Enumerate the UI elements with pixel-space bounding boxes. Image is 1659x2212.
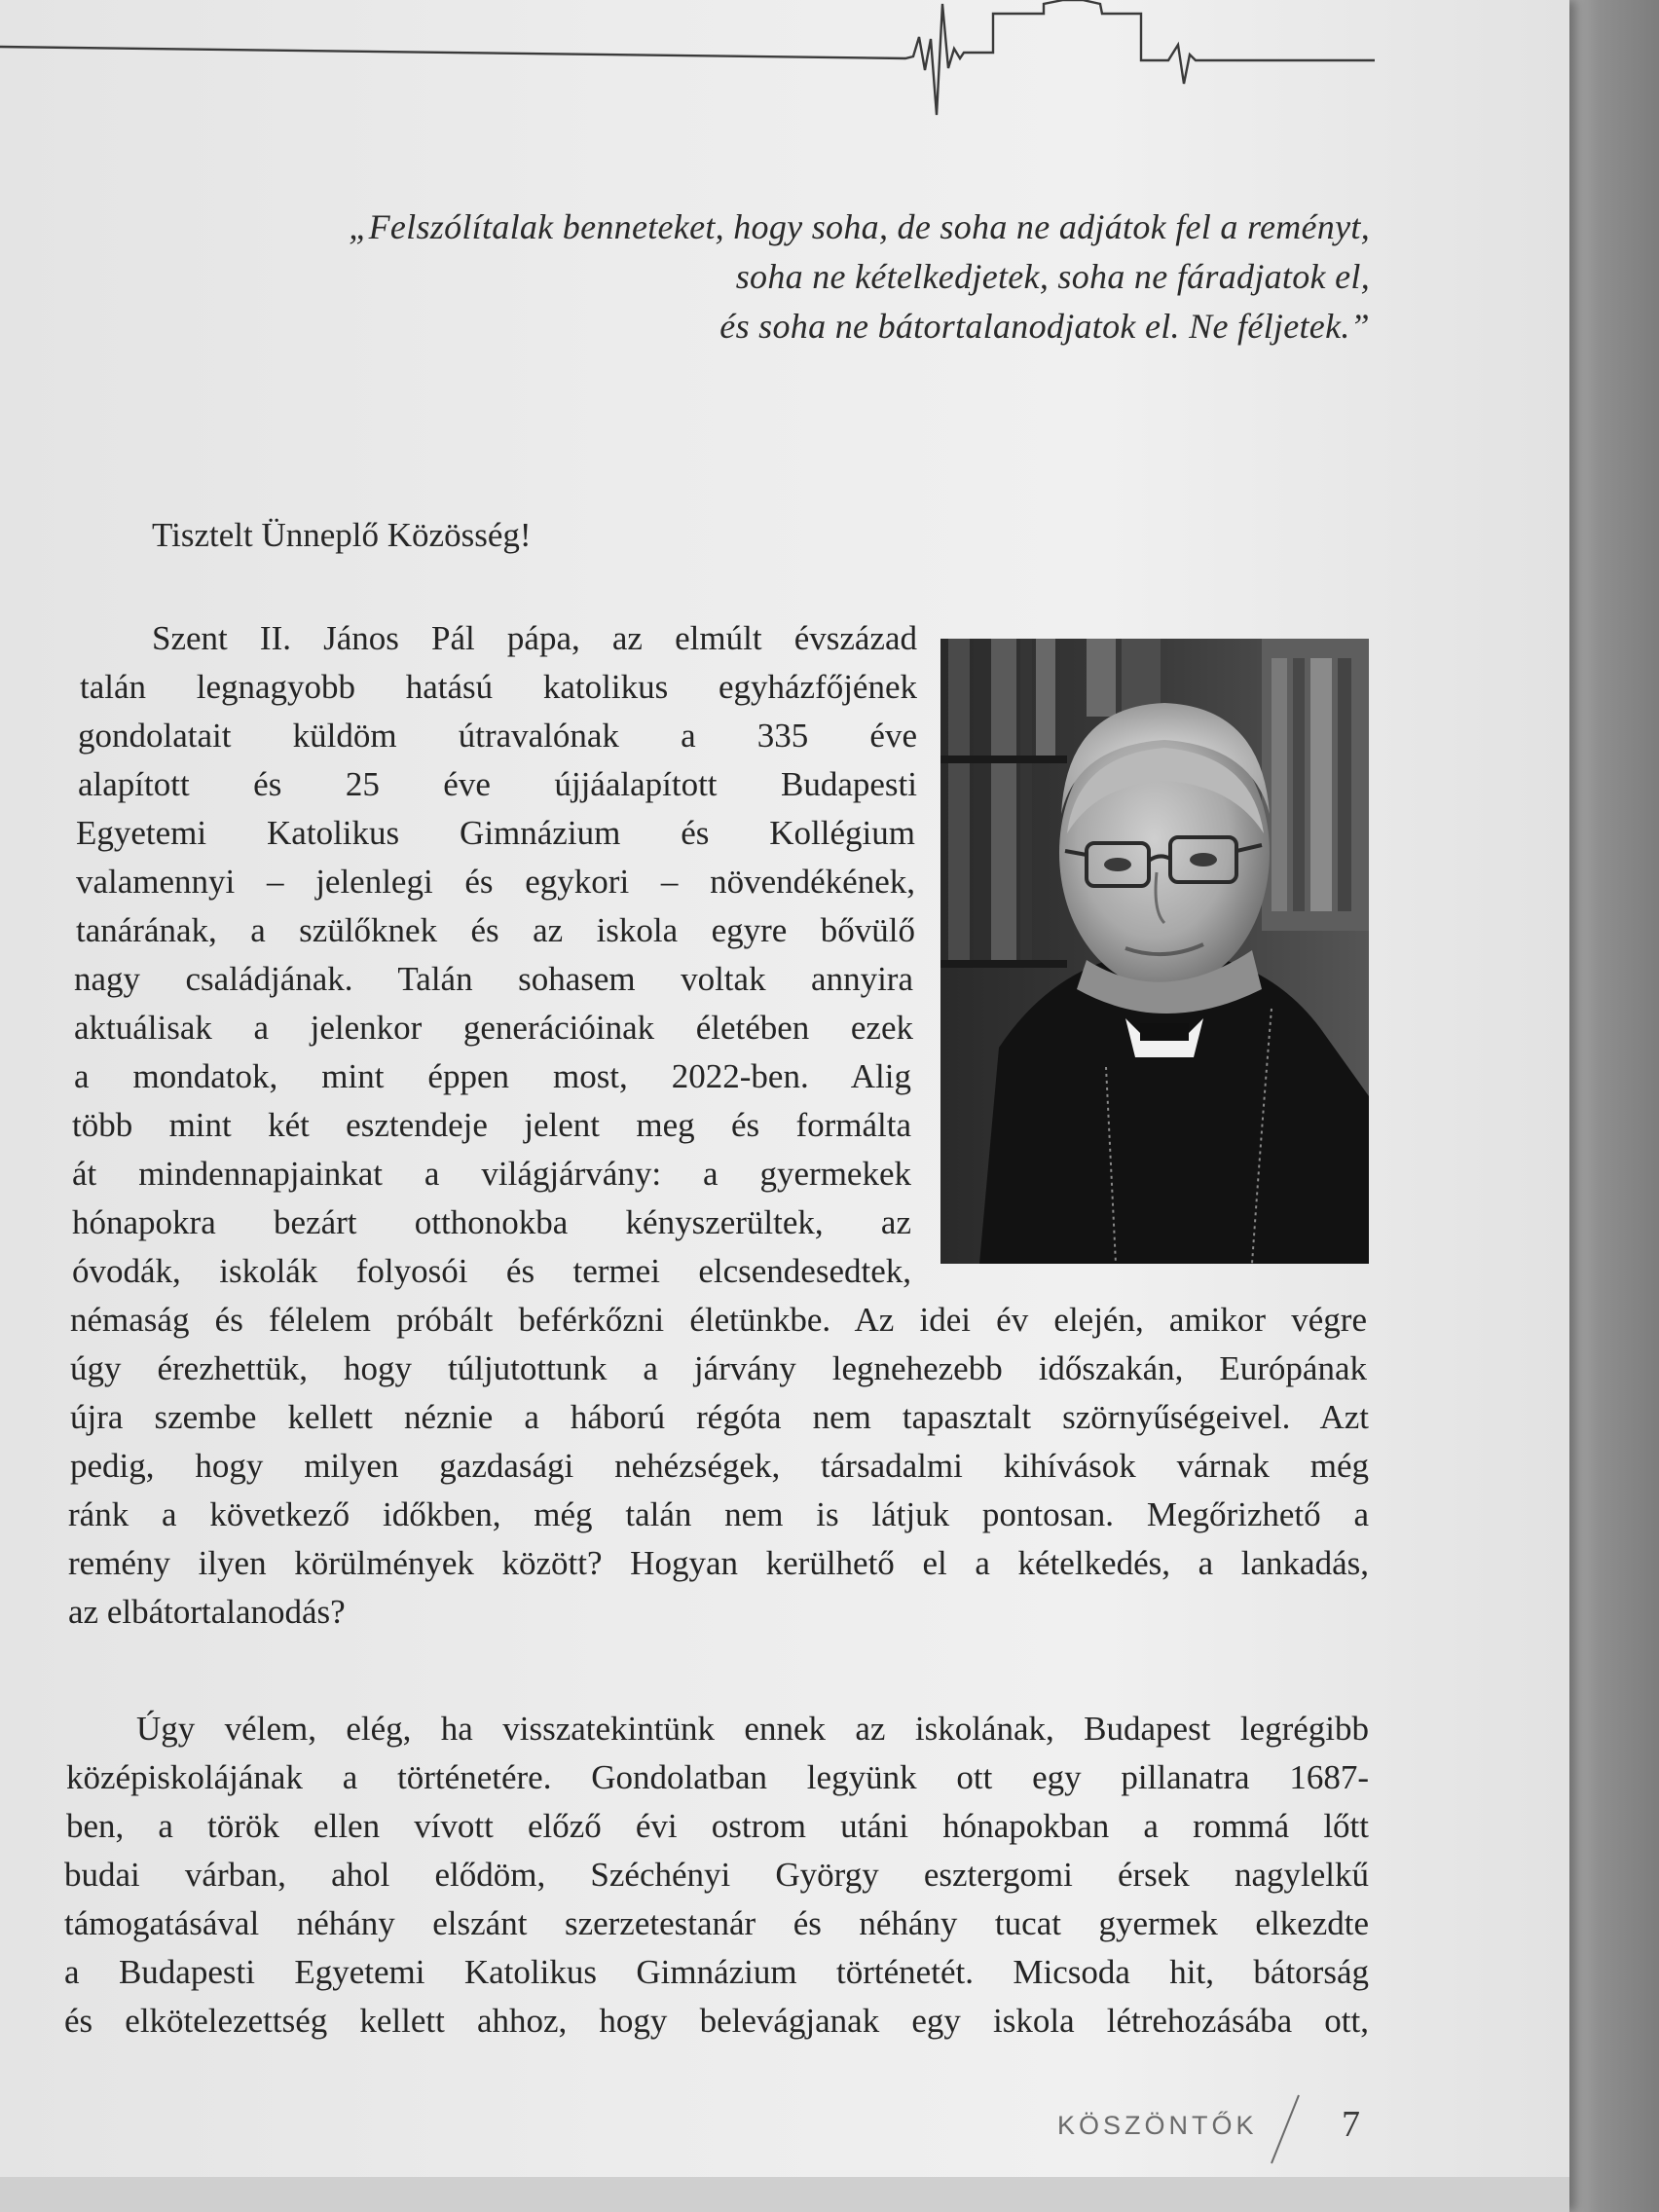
text-line: Szent II. János Pál pápa, az elmúlt évszázad <box>152 619 917 657</box>
text-line: ben, a török ellen vívott előző évi ostrom utáni hónapokban a rommá lőtt <box>66 1807 1369 1845</box>
text-line: ránk a következő időkben, még talán nem is látjuk pontosan. Megőrizhető a <box>68 1495 1369 1533</box>
background-surface <box>1558 0 1659 2212</box>
text-line: az elbátortalanodás? <box>68 1593 346 1631</box>
quote-line: és soha ne bátortalanodjatok el. Ne féljetek.” <box>719 307 1370 346</box>
text-line: támogatásával néhány elszánt szerzetestanár és néhány tucat gyermek elkezdte <box>64 1904 1369 1942</box>
page-bottom-edge <box>0 2177 1569 2212</box>
text-line: a mondatok, mint éppen most, 2022-ben. Alig <box>74 1057 911 1095</box>
text-line: és elkötelezettség kellett ahhoz, hogy belevágjanak egy iskola létrehozásába ott, <box>64 2002 1369 2040</box>
section-title: KÖSZÖNTŐK <box>1057 2111 1258 2140</box>
text-line: pedig, hogy milyen gazdasági nehézségek, társadalmi kihívások várnak még <box>70 1447 1369 1485</box>
text-line: óvodák, iskolák folyosói és termei elcsendesedtek, <box>72 1252 911 1290</box>
epigraph-quote <box>104 203 1370 351</box>
quote-line: „Felszólítalak benneteket, hogy soha, de soha ne adjátok fel a reményt, <box>349 207 1370 246</box>
portrait-illustration <box>940 639 1369 1264</box>
text-line: tanárának, a szülőknek és az iskola egyre bővülő <box>76 911 915 949</box>
text-line: úgy érezhettük, hogy túljutottunk a járvány legnehezebb időszakán, Európának <box>70 1349 1367 1387</box>
text-line: Úgy vélem, elég, ha visszatekintünk ennek az iskolának, Budapest legrégibb <box>136 1710 1369 1748</box>
text-line: remény ilyen körülmények között? Hogyan kerülhető el a kételkedés, a lankadás, <box>68 1544 1369 1582</box>
text-line: talán legnagyobb hatású katolikus egyházfőjének <box>80 668 917 706</box>
quote-line: soha ne kételkedjetek, soha ne fáradjatok el, <box>735 257 1370 296</box>
page-number: 7 <box>1342 2104 1360 2145</box>
text-line: budai várban, ahol elődöm, Széchényi György esztergomi érsek nagylelkű <box>64 1856 1369 1894</box>
ekg-line-ornament <box>0 0 1382 127</box>
text-line: hónapokra bezárt otthonokba kényszerültek, az <box>72 1203 911 1241</box>
text-line: gondolatait küldöm útravalónak a 335 éve <box>78 717 917 755</box>
footer-slash-divider <box>1266 2093 1305 2165</box>
text-line: át mindennapjainkat a világjárvány: a gyermekek <box>72 1155 911 1193</box>
text-line: újra szembe kellett néznie a háború régóta nem tapasztalt szörnyűségeivel. Azt <box>70 1398 1369 1436</box>
text-line: némaság és félelem próbált beférkőzni életünkbe. Az idei év elején, amikor végre <box>70 1301 1367 1339</box>
salutation: Tisztelt Ünneplő Közösség! <box>152 516 532 554</box>
text-line: a Budapesti Egyetemi Katolikus Gimnázium történetét. Micsoda hit, bátorság <box>64 1953 1369 1991</box>
text-line: Egyetemi Katolikus Gimnázium és Kollégium <box>76 814 915 852</box>
portrait-photo <box>940 639 1369 1264</box>
text-line: nagy családjának. Talán sohasem voltak annyira <box>74 960 913 998</box>
text-line: középiskolájának a történetére. Gondolatban legyünk ott egy pillanatra 1687- <box>66 1758 1369 1796</box>
text-line: aktuálisak a jelenkor generációinak életében ezek <box>74 1009 913 1047</box>
text-line: valamennyi – jelenlegi és egykori – növendékének, <box>76 863 915 901</box>
text-line: több mint két esztendeje jelent meg és formálta <box>72 1106 911 1144</box>
text-line: alapított és 25 éve újjáalapított Budapesti <box>78 765 917 803</box>
